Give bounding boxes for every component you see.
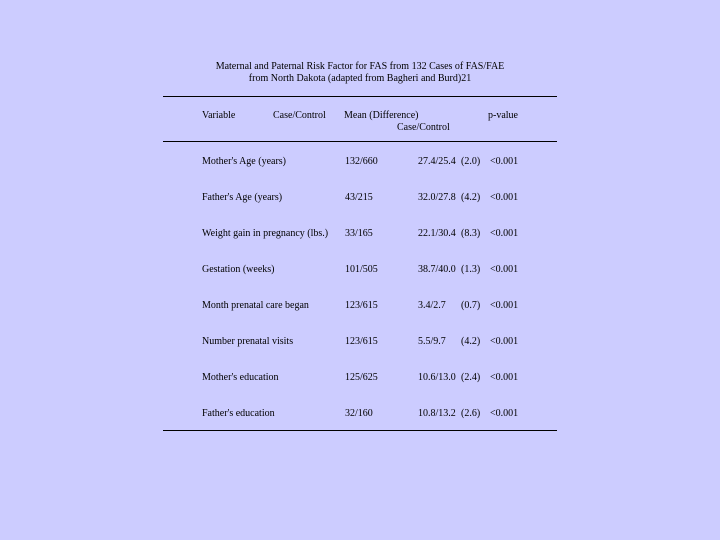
header-pvalue: p-value bbox=[488, 110, 518, 121]
header-mean-line-2: Case/Control bbox=[397, 122, 450, 133]
cell-case-control: 101/505 bbox=[345, 264, 378, 275]
cell-pvalue: <0.001 bbox=[490, 408, 519, 419]
cell-case-control: 132/660 bbox=[345, 156, 378, 167]
cell-mean: 10.6/13.0 bbox=[418, 372, 456, 383]
cell-case-control: 125/625 bbox=[345, 372, 378, 383]
cell-case-control: 43/215 bbox=[345, 192, 373, 203]
cell-mean: 32.0/27.8 bbox=[418, 192, 456, 203]
cell-difference: (2.4) bbox=[461, 372, 481, 383]
cell-variable: Weight gain in pregnancy (lbs.) bbox=[202, 228, 329, 239]
cell-variable: Number prenatal visits bbox=[202, 336, 294, 347]
cell-case-control: 33/165 bbox=[345, 228, 373, 239]
cell-difference: (0.7) bbox=[461, 300, 481, 311]
cell-mean: 5.5/9.7 bbox=[418, 336, 446, 347]
cell-variable: Month prenatal care began bbox=[202, 300, 309, 311]
cell-difference: (4.2) bbox=[461, 192, 481, 203]
cell-difference: (2.6) bbox=[461, 408, 481, 419]
title-line-2: from North Dakota (adapted from Bagheri and Burd)21 bbox=[248, 73, 472, 84]
cell-pvalue: <0.001 bbox=[490, 264, 519, 275]
cell-mean: 10.8/13.2 bbox=[418, 408, 456, 419]
header-mean-line-1: Mean (Difference) bbox=[344, 110, 419, 121]
cell-difference: (4.2) bbox=[461, 336, 481, 347]
cell-variable: Father's education bbox=[202, 408, 275, 419]
cell-difference: (2.0) bbox=[461, 156, 481, 167]
cell-mean: 27.4/25.4 bbox=[418, 156, 456, 167]
header-rule bbox=[163, 141, 557, 142]
cell-variable: Gestation (weeks) bbox=[202, 264, 275, 275]
cell-case-control: 123/615 bbox=[345, 300, 378, 311]
cell-mean: 22.1/30.4 bbox=[418, 228, 456, 239]
header-mean bbox=[344, 110, 450, 134]
cell-pvalue: <0.001 bbox=[490, 156, 519, 167]
cell-mean: 3.4/2.7 bbox=[418, 300, 446, 311]
cell-variable: Mother's education bbox=[202, 372, 279, 383]
cell-pvalue: <0.001 bbox=[490, 300, 519, 311]
cell-difference: (8.3) bbox=[461, 228, 481, 239]
header-variable: Variable bbox=[202, 110, 236, 121]
cell-pvalue: <0.001 bbox=[490, 336, 519, 347]
cell-case-control: 32/160 bbox=[345, 408, 373, 419]
cell-pvalue: <0.001 bbox=[490, 228, 519, 239]
cell-pvalue: <0.001 bbox=[490, 372, 519, 383]
bottom-rule bbox=[163, 430, 557, 431]
cell-pvalue: <0.001 bbox=[490, 192, 519, 203]
cell-difference: (1.3) bbox=[461, 264, 481, 275]
table-title bbox=[0, 61, 720, 85]
top-rule bbox=[163, 96, 557, 97]
cell-case-control: 123/615 bbox=[345, 336, 378, 347]
cell-variable: Father's Age (years) bbox=[202, 192, 283, 203]
title-line-1: Maternal and Paternal Risk Factor for FAS from 132 Cases of FAS/FAE bbox=[215, 61, 505, 72]
header-case-control: Case/Control bbox=[273, 110, 326, 121]
cell-mean: 38.7/40.0 bbox=[418, 264, 456, 275]
cell-variable: Mother's Age (years) bbox=[202, 156, 286, 167]
